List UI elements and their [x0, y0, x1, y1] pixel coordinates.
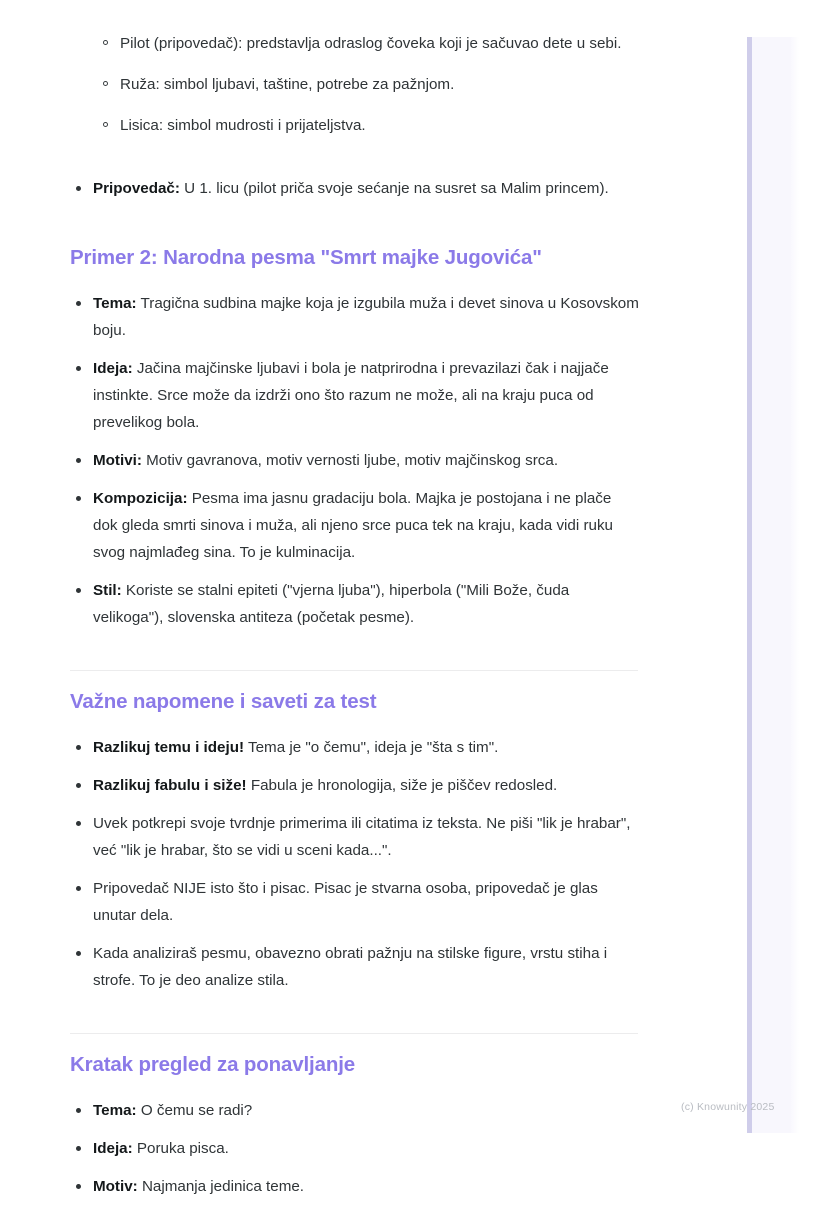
- list-item: [0, 1173, 700, 1200]
- list-item-text: U 1. licu (pilot priča svoje sećanje na susret sa Malim princem).: [179, 180, 609, 197]
- list-item: [0, 875, 700, 929]
- spacer: [0, 273, 700, 290]
- list-item-lead: Ideja:: [93, 1140, 133, 1157]
- list-item: [0, 71, 700, 98]
- list-item: [0, 447, 700, 474]
- section-heading-kratak-pregled: Kratak pregled za ponavljanje: [70, 1053, 356, 1076]
- list-item-text: Poruka pisca.: [132, 1140, 229, 1157]
- list-item-text: Najmanja jedinica teme.: [137, 1178, 305, 1195]
- bullet-list: [0, 175, 700, 202]
- list-item-text: Pripovedač NIJE isto što i pisac. Pisac je stvarna osoba, pripovedač je glas unutar dela.: [93, 880, 598, 924]
- list-item-text: Lisica: simbol mudrosti i prijateljstva.: [120, 117, 366, 134]
- list-item-text: O čemu se radi?: [136, 1102, 253, 1119]
- spacer: [0, 717, 700, 734]
- list-item-text: Pilot (pripovedač): predstavlja odraslog čoveka koji je sačuvao dete u sebi.: [120, 35, 622, 52]
- list-item-lead: Tema:: [93, 1102, 137, 1119]
- list-item-lead: Stil:: [93, 582, 122, 599]
- section-heading-primer-2: Primer 2: Narodna pesma "Smrt majke Jugovića": [70, 246, 542, 269]
- list-item-lead: Ideja:: [93, 360, 133, 377]
- list-item: [0, 940, 700, 994]
- list-item-text: Tragična sudbina majke koja je izgubila muža i devet sinova u Kosovskom boju.: [93, 295, 639, 339]
- list-item: [0, 30, 700, 57]
- list-item-lead: Razlikuj temu i ideju!: [93, 739, 245, 756]
- spacer: [0, 1005, 700, 1033]
- list-item: [0, 112, 700, 139]
- list-item-text: Koriste se stalni epiteti ("vjerna ljuba"), hiperbola ("Mili Bože, čuda velikoga"), slovenska antiteza (početak pesme).: [93, 582, 570, 626]
- list-item-lead: Motivi:: [93, 452, 142, 469]
- list-item: [0, 290, 700, 344]
- spacer: [0, 671, 700, 687]
- sub-bullet-list: [0, 30, 700, 139]
- list-item-text: Jačina majčinske ljubavi i bola je natprirodna i prevazilazi čak i najjače instinkte. Srce može da izdrži ono što razum ne može, ali na kraju puca od prevelikog bola.: [93, 360, 609, 431]
- bullet-list: [0, 734, 700, 994]
- list-item-text: Motiv gavranova, motiv vernosti ljube, motiv majčinskog srca.: [141, 452, 559, 469]
- bullet-list: [0, 1097, 700, 1200]
- list-item-lead: Pripovedač:: [93, 180, 180, 197]
- right-side-panel[interactable]: [747, 37, 791, 1133]
- list-item-lead: Razlikuj fabulu i siže!: [93, 777, 247, 794]
- list-item-text: Fabula je hronologija, siže je piščev redosled.: [246, 777, 558, 794]
- bullet-list: [0, 290, 700, 631]
- spacer: [0, 153, 700, 175]
- list-item: [0, 355, 700, 436]
- spacer: [0, 1034, 700, 1050]
- list-item: [0, 734, 700, 761]
- list-item: [0, 810, 700, 864]
- list-item-text: Uvek potkrepi svoje tvrdnje primerima ili citatima iz teksta. Ne piši "lik je hrabar", već "lik je hrabar, što se vidi u sceni kada...".: [93, 815, 631, 859]
- list-item: [0, 577, 700, 631]
- list-item-text: Kada analiziraš pesmu, obavezno obrati pažnju na stilske figure, vrstu stiha i strofe. To je deo analize stila.: [93, 945, 608, 989]
- spacer: [0, 1080, 700, 1097]
- list-item-text: Pesma ima jasnu gradaciju bola. Majka je postojana i ne plače dok gleda smrti sinova i muža, ali njeno srce puca tek na kraju, kada vidi ruku svog najmlađeg sina. To je kulminacija.: [93, 490, 614, 561]
- list-item-lead: Tema:: [93, 295, 137, 312]
- list-item: [0, 1097, 700, 1124]
- copyright-watermark: (c) Knowunity 2025: [681, 1101, 775, 1113]
- list-item-lead: Kompozicija:: [93, 490, 188, 507]
- spacer: [0, 213, 700, 243]
- list-item-lead: Motiv:: [93, 1178, 138, 1195]
- section-heading-vazne-napomene: Važne napomene i saveti za test: [70, 690, 377, 713]
- list-item-text: Tema je "o čemu", ideja je "šta s tim".: [244, 739, 499, 756]
- list-item: [0, 1135, 700, 1162]
- list-item: [0, 772, 700, 799]
- spacer: [0, 642, 700, 670]
- list-item: [0, 485, 700, 566]
- list-item: [0, 175, 700, 202]
- list-item-text: Ruža: simbol ljubavi, taštine, potrebe za pažnjom.: [120, 76, 455, 93]
